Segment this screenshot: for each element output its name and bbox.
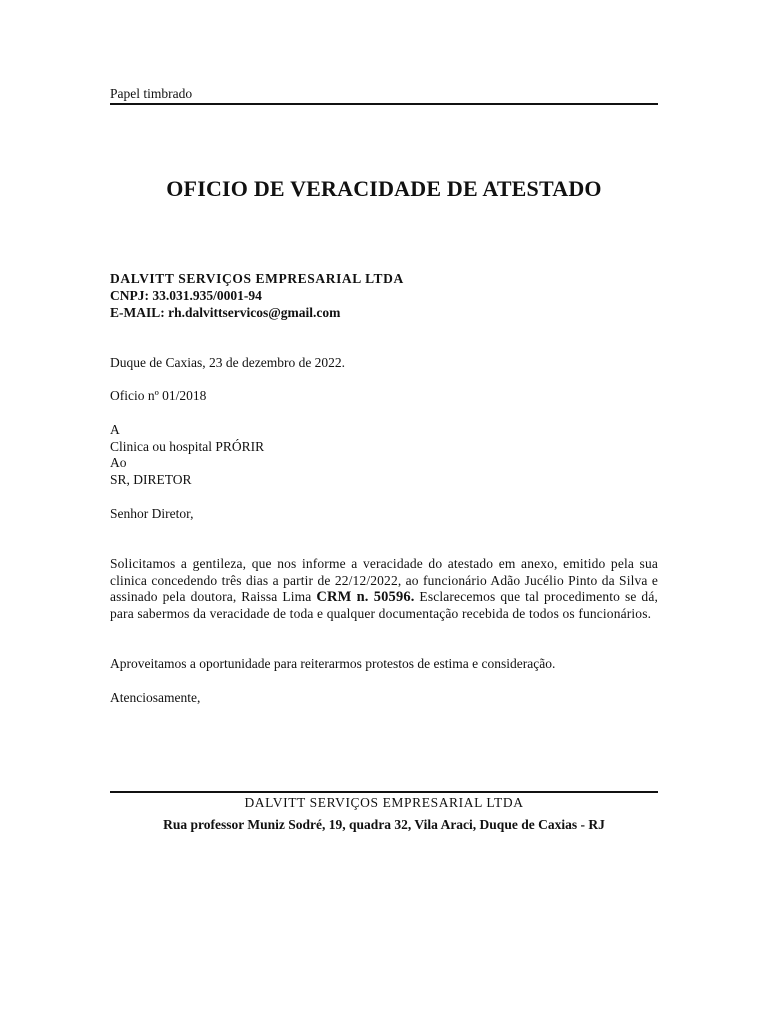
letter-reference: Oficio nº 01/2018 [110,388,207,403]
document-title: OFICIO DE VERACIDADE DE ATESTADO [166,176,602,201]
letterhead-label: Papel timbrado [110,86,193,101]
letter-date: Duque de Caxias, 23 de dezembro de 2022. [110,355,346,370]
recipient-block [110,422,264,488]
recipient-line: Ao [110,455,127,470]
footer-address: Rua professor Muniz Sodré, 19, quadra 32, Vila Araci, Duque de Caxias - RJ [163,817,605,832]
crm-number: CRM n. 50596. [316,589,415,605]
footer-company-name: DALVITT SERVIÇOS EMPRESARIAL LTDA [244,795,524,810]
sign-off: Atenciosamente, [110,690,201,705]
salutation: Senhor Diretor, [110,506,194,521]
recipient-line: SR, DIRETOR [110,471,192,487]
company-info [110,270,404,321]
main-paragraph [110,556,658,622]
paragraph-text: Esclarecemos que tal procedimento se dá, para sabermos da veracidade de toda e qualquer documentação recebida de todos os funcionários. [110,589,658,621]
paragraph-text: Solicitamos a gentileza, que nos informe a veracidade do atestado em anexo, emitido pela sua clinica concedendo três dias a partir de 22/12/2022, ao funcionário Adão Jucélio Pinto da Silva e assinado pela doutora, Raissa Lima [110,556,658,604]
recipient-line: Clinica ou hospital PRÓRIR [110,438,265,454]
recipient-line: A [110,422,120,437]
header-divider [110,103,658,105]
company-name: DALVITT SERVIÇOS EMPRESARIAL LTDA [110,271,404,286]
company-email: E-MAIL: rh.dalvittservicos@gmail.com [110,305,341,320]
closing-paragraph: Aproveitamos a oportunidade para reiterarmos protestos de estima e consideração. [110,656,556,671]
footer-divider [110,791,658,793]
company-cnpj: CNPJ: 33.031.935/0001-94 [110,288,262,303]
